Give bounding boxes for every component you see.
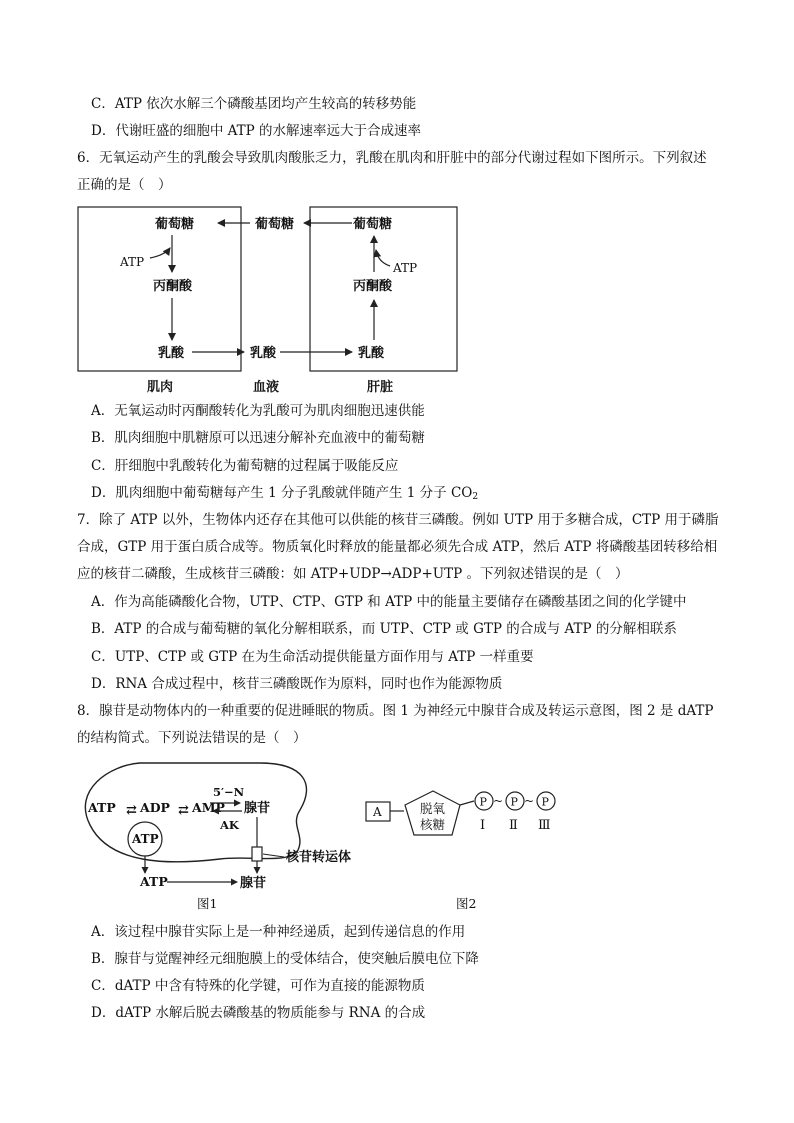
fig1-transporter-leader	[263, 854, 284, 857]
q6-option-d[interactable]	[91, 483, 478, 507]
q8-figure-2	[360, 785, 570, 915]
liver-lactate: 乳酸	[358, 346, 385, 361]
fig2-sugar-line1: 脱氧	[420, 801, 446, 816]
fig1-exchange-2: ⇄	[178, 803, 189, 818]
q6-stem-line1: 6．无氧运动产生的乳酸会导致肌肉酸胀乏力，乳酸在肌肉和肝脏中的部分代谢过程如下图所示。下列叙述	[77, 150, 707, 166]
fig1-exchange-1: ⇄	[126, 803, 137, 818]
fig2-sugar-phosphate-bond	[460, 801, 474, 805]
fig1-adenosine-outside: 腺苷	[240, 876, 267, 891]
q6-option-d-text: D．肌肉细胞中葡萄糖每产生 1 分子乳酸就伴随产生 1 分子 CO	[91, 485, 473, 501]
fig2-roman-1: Ⅰ	[480, 818, 486, 833]
fig2-roman-3: Ⅲ	[538, 818, 551, 833]
fig1-adp: ADP	[140, 800, 170, 815]
q7-option-c[interactable]: C．UTP、CTP 或 GTP 在为生命活动提供能量方面作用与 ATP 一样重要	[91, 649, 534, 665]
q6-option-b[interactable]: B．肌肉细胞中肌糖原可以迅速分解补充血液中的葡萄糖	[91, 430, 425, 446]
q6-option-d-subscript: 2	[472, 492, 479, 502]
q7-option-a[interactable]: A．作为高能磷酸化合物，UTP、CTP、GTP 和 ATP 中的能量主要储存在磷酸基团之间的化学键中	[91, 594, 687, 610]
muscle-lactate: 乳酸	[158, 346, 185, 361]
fig1-adenosine: 腺苷	[244, 801, 271, 816]
q6-option-a[interactable]: A．无氧运动时丙酮酸转化为乳酸可为肌肉细胞迅速供能	[91, 403, 425, 419]
fig1-enzyme-ak: AK	[220, 818, 239, 832]
q7-stem-line3: 应的核苷二磷酸，生成核苷三磷酸：如 ATP+UDP→ADP+UTP 。下列叙述错误的是（ ）	[77, 566, 629, 582]
fig2-sugar-line2: 核糖	[420, 817, 446, 832]
muscle-atp: ATP	[120, 255, 145, 269]
q6-metabolism-figure	[70, 200, 470, 398]
fig1-amp: AMP	[192, 800, 225, 815]
caption-muscle: 肌肉	[147, 380, 174, 395]
liver-glucose: 葡萄糖	[353, 217, 393, 232]
q7-stem-line1: 7．除了 ATP 以外，生物体内还存在其他可以供能的核苷三磷酸。例如 UTP 用于多糖合成，CTP 用于磷脂	[77, 512, 719, 528]
q6-option-c[interactable]: C．肝细胞中乳酸转化为葡萄糖的过程属于吸能反应	[91, 458, 399, 474]
q5-option-c[interactable]: C．ATP 依次水解三个磷酸基团均产生较高的转移势能	[91, 96, 417, 112]
q8-option-d[interactable]: D．dATP 水解后脱去磷酸基的物质能参与 RNA 的合成	[91, 1005, 426, 1021]
fig1-transporter-shape	[252, 847, 262, 861]
muscle-atp-arrow	[150, 248, 170, 258]
q7-option-b[interactable]: B．ATP 的合成与葡萄糖的氧化分解相联系，而 UTP、CTP 或 GTP 的合成与 ATP 的分解相联系	[91, 621, 677, 637]
liver-atp-arrow	[376, 250, 390, 266]
liver-atp: ATP	[393, 261, 418, 275]
fig1-transporter-label: 核苷转运体	[286, 850, 352, 865]
fig2-phosphate-2-label: P	[510, 795, 518, 809]
fig1-enzyme-5n: 5′−N	[213, 785, 245, 799]
q7-stem-line2: 合成，GTP 用于蛋白质合成等。物质氧化时释放的能量都必须先合成 ATP，然后 ATP 将磷酸基团转移给相	[77, 539, 718, 555]
fig2-base-label: A	[373, 805, 382, 819]
q6-stem-line2: 正确的是（ ）	[77, 177, 172, 193]
q5-option-d[interactable]: D．代谢旺盛的细胞中 ATP 的水解速率远大于合成速率	[91, 123, 422, 139]
blood-glucose: 葡萄糖	[255, 217, 295, 232]
q8-stem-line1: 8．腺苷是动物体内的一种重要的促进睡眠的物质。图 1 为神经元中腺苷合成及转运示意图，图 2 是 dATP	[77, 703, 714, 719]
q8-option-b[interactable]: B．腺苷与觉醒神经元细胞膜上的受体结合，使突触后膜电位下降	[91, 951, 479, 967]
fig2-roman-2: Ⅱ	[509, 818, 518, 833]
caption-liver: 肝脏	[367, 380, 394, 395]
fig1-vesicle-atp: ATP	[132, 832, 159, 846]
q8-stem-line2: 的结构简式。下列说法错误的是（ ）	[77, 730, 307, 746]
q8-figure-1	[70, 755, 352, 915]
fig2-phosphate-3-label: P	[541, 795, 549, 809]
caption-blood: 血液	[253, 380, 280, 395]
fig2-phosphate-1-label: P	[479, 795, 487, 809]
muscle-glucose: 葡萄糖	[155, 217, 195, 232]
fig1-atp: ATP	[88, 800, 116, 815]
muscle-pyruvate: 丙酮酸	[153, 279, 193, 294]
blood-lactate: 乳酸	[250, 346, 277, 361]
q8-option-c[interactable]: C．dATP 中含有特殊的化学键，可作为直接的能源物质	[91, 978, 425, 994]
fig1-atp-outside: ATP	[140, 874, 168, 889]
fig2-bond-tilde-2: ~	[524, 794, 535, 808]
q8-option-a[interactable]: A．该过程中腺苷实际上是一种神经递质，起到传递信息的作用	[91, 924, 466, 940]
fig2-caption: 图2	[456, 896, 477, 911]
q7-option-d[interactable]: D．RNA 合成过程中，核苷三磷酸既作为原料，同时也作为能源物质	[91, 676, 503, 692]
liver-pyruvate: 丙酮酸	[353, 279, 393, 294]
fig1-caption: 图1	[197, 896, 218, 911]
fig2-bond-tilde-1: ~	[493, 794, 504, 808]
